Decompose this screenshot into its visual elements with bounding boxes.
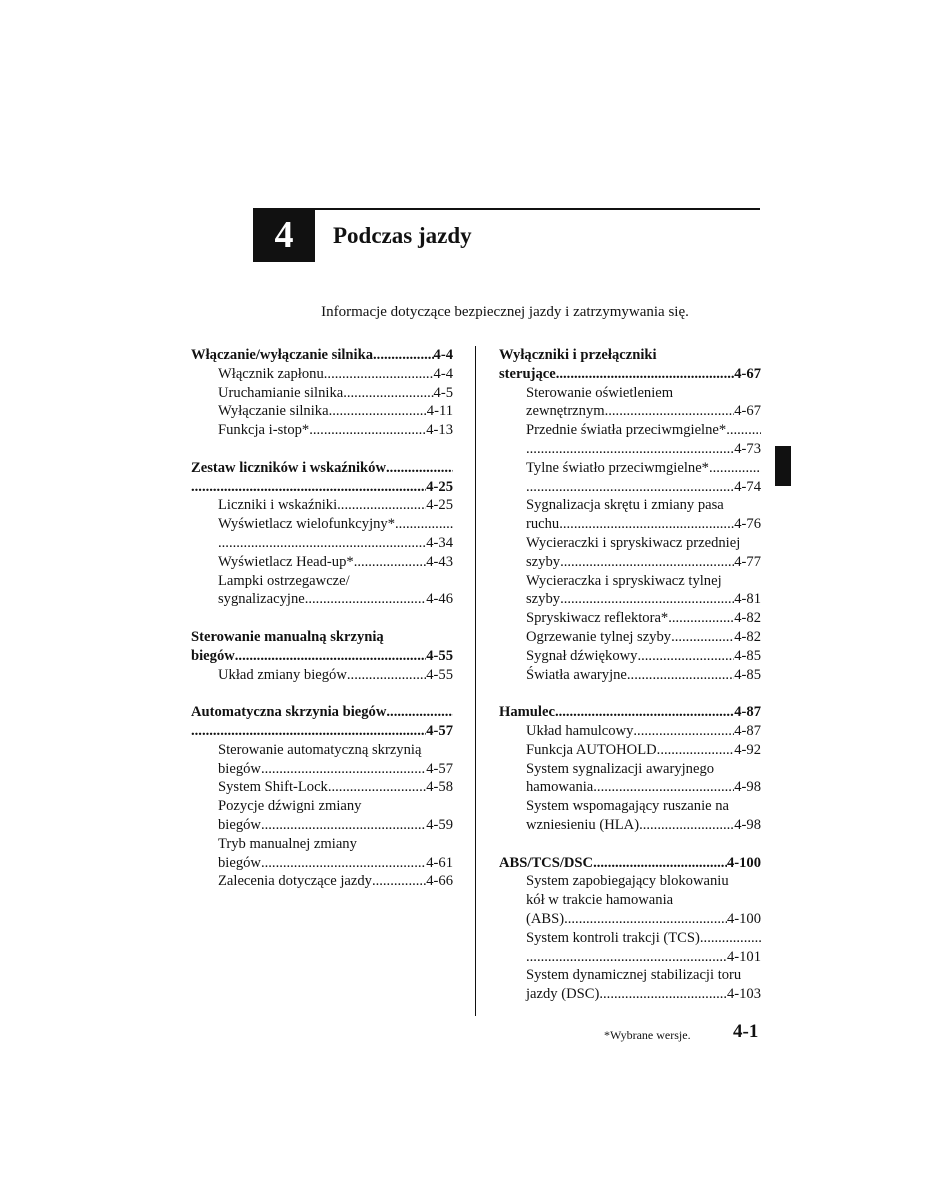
toc-leader-dots	[709, 459, 761, 478]
toc-entry-line[interactable]	[499, 534, 761, 553]
chapter-intro: Informacje dotyczące bezpiecznej jazdy i zatrzymywania się.	[321, 304, 689, 320]
toc-page-ref: 4-43	[426, 553, 453, 570]
toc-entry-title: System dynamicznej stabilizacji toru	[526, 967, 742, 984]
toc-page-ref: 4-66	[426, 873, 453, 890]
toc-page-ref: 4-58	[426, 779, 453, 796]
toc-leader-dots	[593, 778, 734, 797]
chapter-title: Podczas jazdy	[333, 223, 472, 248]
toc-entry-title: biegów	[191, 647, 235, 664]
toc-leader-dots	[639, 816, 734, 835]
toc-gap	[499, 684, 761, 703]
toc-entry-line[interactable]	[499, 628, 761, 647]
toc-entry-line[interactable]	[499, 872, 761, 891]
toc-page-ref: 4-87	[734, 722, 761, 739]
toc-entry-title: szyby	[526, 591, 561, 608]
toc-leader-dots	[657, 741, 735, 760]
toc-heading-line[interactable]	[191, 628, 453, 647]
toc-page-ref: 4-87	[734, 704, 761, 721]
toc-leader-dots	[218, 534, 426, 553]
toc-entry-line[interactable]	[499, 741, 761, 760]
toc-heading-line[interactable]	[191, 346, 453, 365]
toc-entry-title: Włącznik zapłonu	[218, 365, 324, 382]
toc-page-ref: 4-101	[726, 948, 761, 965]
toc-heading-line[interactable]	[191, 722, 453, 741]
toc-entry-title: Wyświetlacz Head-up*	[218, 553, 354, 570]
toc-entry-title: Włączanie/wyłączanie silnika	[191, 347, 374, 363]
toc-page-ref: 4-82	[734, 628, 761, 645]
toc-page-ref: 4-73	[734, 440, 761, 457]
toc-page-ref: 4-85	[734, 666, 761, 683]
toc-page-ref: 4-55	[426, 647, 453, 664]
toc-page-ref: 4-57	[426, 722, 453, 739]
toc-page-ref: 4-98	[734, 779, 761, 796]
toc-entry-title: System wspomagający ruszanie na	[526, 798, 730, 815]
toc-entry-title: Automatyczna skrzynia biegów	[191, 704, 387, 721]
toc-leader-dots	[261, 816, 426, 835]
toc-leader-dots	[261, 854, 426, 873]
toc-leader-dots	[599, 985, 727, 1004]
toc-entry-line[interactable]	[499, 515, 761, 534]
toc-entry-title: Zalecenia dotyczące jazdy	[218, 873, 372, 890]
toc-gap	[191, 684, 453, 703]
toc-entry-title: Wyłączniki i przełączniki	[499, 347, 657, 363]
toc-page-ref: 4-5	[433, 384, 453, 401]
toc-entry-title: Hamulec	[499, 704, 555, 721]
toc-entry-title: ABS/TCS/DSC	[499, 854, 594, 871]
toc-entry-title: Sygnał dźwiękowy	[526, 647, 638, 664]
page-number: 4-1	[733, 1021, 759, 1042]
toc-entry-line[interactable]	[499, 816, 761, 835]
toc-entry-title: Ogrzewanie tylnej szyby	[526, 628, 672, 645]
toc-entry-line[interactable]	[191, 835, 453, 854]
toc-entry-title: kół w trakcie hamowania	[526, 892, 674, 909]
toc-gap	[191, 440, 453, 459]
toc-entry-line[interactable]	[191, 666, 453, 685]
toc-leader-dots	[191, 722, 426, 741]
toc-heading-line[interactable]	[191, 459, 453, 478]
toc-leader-dots	[627, 666, 734, 685]
toc-leader-dots	[556, 365, 735, 384]
toc-entry-line[interactable]	[191, 778, 453, 797]
toc-entry-title: Funkcja i-stop*	[218, 422, 310, 439]
toc-entry-title: zewnętrznym	[526, 403, 605, 420]
toc-entry-line[interactable]	[191, 534, 453, 553]
toc-entry-line[interactable]	[191, 797, 453, 816]
toc-page-ref: 4-98	[734, 816, 761, 833]
toc-entry-line[interactable]	[191, 553, 453, 572]
toc-leader-dots	[347, 666, 426, 685]
toc-entry-title: Wycieraczki i spryskiwacz przedniej	[526, 534, 741, 551]
toc-page-ref: 4-92	[734, 741, 761, 758]
toc-entry-title: Pozycje dźwigni zmiany	[218, 798, 362, 815]
toc-heading-line[interactable]	[499, 703, 761, 722]
toc-entry-title: Tryb manualnej zmiany	[218, 835, 357, 852]
toc-page-ref: 4-67	[734, 365, 761, 382]
toc-leader-dots	[526, 478, 734, 497]
toc-entry-line[interactable]	[499, 421, 761, 440]
toc-entry-title: wzniesieniu (HLA)	[526, 816, 640, 833]
toc-entry-title: Liczniki i wskaźniki	[218, 497, 338, 514]
toc-page-ref: 4-103	[726, 986, 761, 1003]
toc-entry-title: Tylne światło przeciwmgielne*	[526, 459, 709, 476]
toc-entry-title: Sterowanie manualną skrzynią	[191, 628, 384, 645]
toc-entry-line[interactable]	[499, 572, 761, 591]
toc-entry-line[interactable]	[499, 647, 761, 666]
toc-entry-line[interactable]	[191, 872, 453, 891]
toc-entry-title: System zapobiegający blokowaniu	[526, 873, 729, 890]
toc-entry-line[interactable]	[191, 402, 453, 421]
toc-entry-line[interactable]	[191, 741, 453, 760]
toc-leader-dots	[555, 703, 734, 722]
toc-entry-line[interactable]	[499, 760, 761, 779]
toc-entry-line[interactable]	[191, 515, 453, 534]
toc-entry-title: Lampki ostrzegawcze/	[218, 572, 350, 589]
toc-left-column	[191, 346, 453, 891]
toc-gap	[191, 609, 453, 628]
toc-page-ref: 4-67	[734, 403, 761, 420]
toc-entry-line[interactable]	[499, 891, 761, 910]
toc-leader-dots	[386, 459, 453, 478]
toc-leader-dots	[343, 384, 433, 403]
toc-entry-title: Układ hamulcowy	[526, 722, 634, 739]
toc-leader-dots	[372, 872, 426, 891]
toc-leader-dots	[560, 553, 734, 572]
toc-leader-dots	[668, 609, 734, 628]
toc-page-ref: 4-57	[426, 760, 453, 777]
toc-leader-dots	[526, 948, 727, 967]
toc-page-ref: 4-81	[734, 591, 761, 608]
chapter-side-tab	[775, 446, 791, 486]
toc-heading-line[interactable]	[191, 478, 453, 497]
toc-page-ref: 4-25	[426, 478, 453, 495]
toc-entry-title: biegów	[218, 854, 261, 871]
toc-entry-title: (ABS)	[526, 910, 565, 927]
toc-entry-title: Sterowanie automatyczną skrzynią	[218, 741, 422, 758]
toc-entry-line[interactable]	[499, 459, 761, 478]
toc-entry-line[interactable]	[499, 496, 761, 515]
toc-leader-dots	[700, 929, 761, 948]
toc-entry-line[interactable]	[499, 929, 761, 948]
toc-leader-dots	[337, 496, 426, 515]
toc-entry-title: Spryskiwacz reflektora*	[526, 610, 669, 627]
footnote: *Wybrane wersje.	[604, 1028, 691, 1042]
toc-heading-line[interactable]	[499, 854, 761, 873]
toc-entry-title: System Shift-Lock	[218, 779, 328, 796]
toc-page-ref: 4-4	[433, 347, 453, 363]
toc-entry-line[interactable]	[191, 421, 453, 440]
toc-entry-title: Światła awaryjne	[526, 666, 627, 683]
toc-entry-title: biegów	[218, 816, 261, 833]
toc-entry-line[interactable]	[191, 496, 453, 515]
toc-page-ref: 4-34	[426, 534, 453, 551]
toc-leader-dots	[305, 590, 427, 609]
toc-page-ref: 4-46	[426, 591, 453, 608]
toc-leader-dots	[324, 365, 434, 384]
toc-leader-dots	[671, 628, 734, 647]
toc-page-ref: 4-25	[426, 497, 453, 514]
toc-entry-line[interactable]	[191, 760, 453, 779]
toc-heading-line[interactable]	[499, 346, 761, 365]
toc-leader-dots	[559, 515, 734, 534]
toc-entry-line[interactable]	[499, 478, 761, 497]
toc-entry-title: Układ zmiany biegów	[218, 666, 347, 683]
toc-page-ref: 4-77	[734, 553, 761, 570]
toc-entry-line[interactable]	[191, 816, 453, 835]
toc-leader-dots	[373, 346, 434, 365]
toc-entry-line[interactable]	[499, 402, 761, 421]
toc-entry-line[interactable]	[499, 553, 761, 572]
toc-leader-dots	[633, 722, 734, 741]
toc-entry-line[interactable]	[499, 948, 761, 967]
toc-entry-line[interactable]	[499, 722, 761, 741]
toc-page-ref: 4-100	[726, 910, 761, 927]
toc-heading-line[interactable]	[499, 365, 761, 384]
toc-leader-dots	[261, 760, 426, 779]
toc-heading-line[interactable]	[191, 703, 453, 722]
toc-leader-dots	[593, 854, 727, 873]
toc-entry-title: sygnalizacyjne	[218, 591, 305, 608]
toc-page-ref: 4-74	[734, 478, 761, 495]
toc-entry-line[interactable]	[499, 966, 761, 985]
toc-entry-title: Sterowanie oświetleniem	[526, 384, 674, 401]
toc-leader-dots	[726, 421, 761, 440]
toc-page-ref: 4-76	[734, 516, 761, 533]
toc-page-ref: 4-85	[734, 647, 761, 664]
toc-leader-dots	[309, 421, 426, 440]
chapter-number: 4	[253, 208, 315, 262]
toc-leader-dots	[526, 440, 734, 459]
toc-right-column	[499, 346, 761, 1004]
toc-entry-title: Wyświetlacz wielofunkcyjny*	[218, 516, 396, 533]
toc-entry-title: jazdy (DSC)	[526, 986, 600, 1003]
toc-entry-line[interactable]	[191, 590, 453, 609]
toc-entry-title: System kontroli trakcji (TCS)	[526, 929, 700, 946]
toc-entry-line[interactable]	[191, 384, 453, 403]
toc-entry-title: ruchu	[526, 516, 560, 533]
toc-heading-line[interactable]	[191, 647, 453, 666]
column-divider	[475, 346, 476, 1016]
toc-entry-title: Wycieraczka i spryskiwacz tylnej	[526, 572, 722, 589]
toc-leader-dots	[328, 778, 426, 797]
toc-page-ref: 4-59	[426, 816, 453, 833]
toc-entry-line[interactable]	[191, 854, 453, 873]
toc-leader-dots	[329, 402, 427, 421]
toc-leader-dots	[637, 647, 734, 666]
toc-entry-line[interactable]	[499, 666, 761, 685]
toc-entry-line[interactable]	[499, 985, 761, 1004]
toc-entry-title: hamowania	[526, 779, 594, 796]
toc-entry-line[interactable]	[499, 910, 761, 929]
toc-entry-line[interactable]	[191, 572, 453, 591]
toc-entry-line[interactable]	[499, 778, 761, 797]
toc-leader-dots	[395, 515, 453, 534]
toc-page-ref: 4-4	[433, 365, 453, 382]
toc-page-ref: 4-82	[734, 610, 761, 627]
toc-entry-line[interactable]	[191, 365, 453, 384]
toc-entry-title: Wyłączanie silnika	[218, 403, 329, 420]
toc-entry-title: Przednie światła przeciwmgielne*	[526, 422, 727, 439]
toc-gap	[499, 835, 761, 854]
toc-leader-dots	[354, 553, 427, 572]
toc-entry-title: Sygnalizacja skrętu i zmiany pasa	[526, 497, 724, 514]
toc-leader-dots	[605, 402, 735, 421]
toc-entry-line[interactable]	[499, 609, 761, 628]
toc-entry-title: Zestaw liczników i wskaźników	[191, 459, 387, 476]
toc-page-ref: 4-61	[426, 854, 453, 871]
toc-entry-line[interactable]	[499, 440, 761, 459]
toc-entry-line[interactable]	[499, 797, 761, 816]
toc-leader-dots	[386, 703, 453, 722]
toc-leader-dots	[235, 647, 426, 666]
toc-page-ref: 4-55	[426, 666, 453, 683]
toc-entry-line[interactable]	[499, 590, 761, 609]
toc-entry-title: Funkcja AUTOHOLD	[526, 741, 657, 758]
toc-page-ref: 4-13	[426, 422, 453, 439]
toc-entry-title: sterujące	[499, 365, 556, 382]
toc-entry-title: System sygnalizacji awaryjnego	[526, 760, 715, 777]
toc-page-ref: 4-100	[726, 854, 761, 871]
toc-leader-dots	[191, 478, 426, 497]
toc-leader-dots	[560, 590, 734, 609]
toc-entry-title: szyby	[526, 553, 561, 570]
toc-entry-title: Uruchamianie silnika	[218, 384, 344, 401]
toc-page-ref: 4-11	[426, 403, 453, 420]
toc-leader-dots	[564, 910, 727, 929]
chapter-rule	[315, 208, 760, 210]
toc-entry-title: biegów	[218, 760, 261, 777]
toc-entry-line[interactable]	[499, 384, 761, 403]
